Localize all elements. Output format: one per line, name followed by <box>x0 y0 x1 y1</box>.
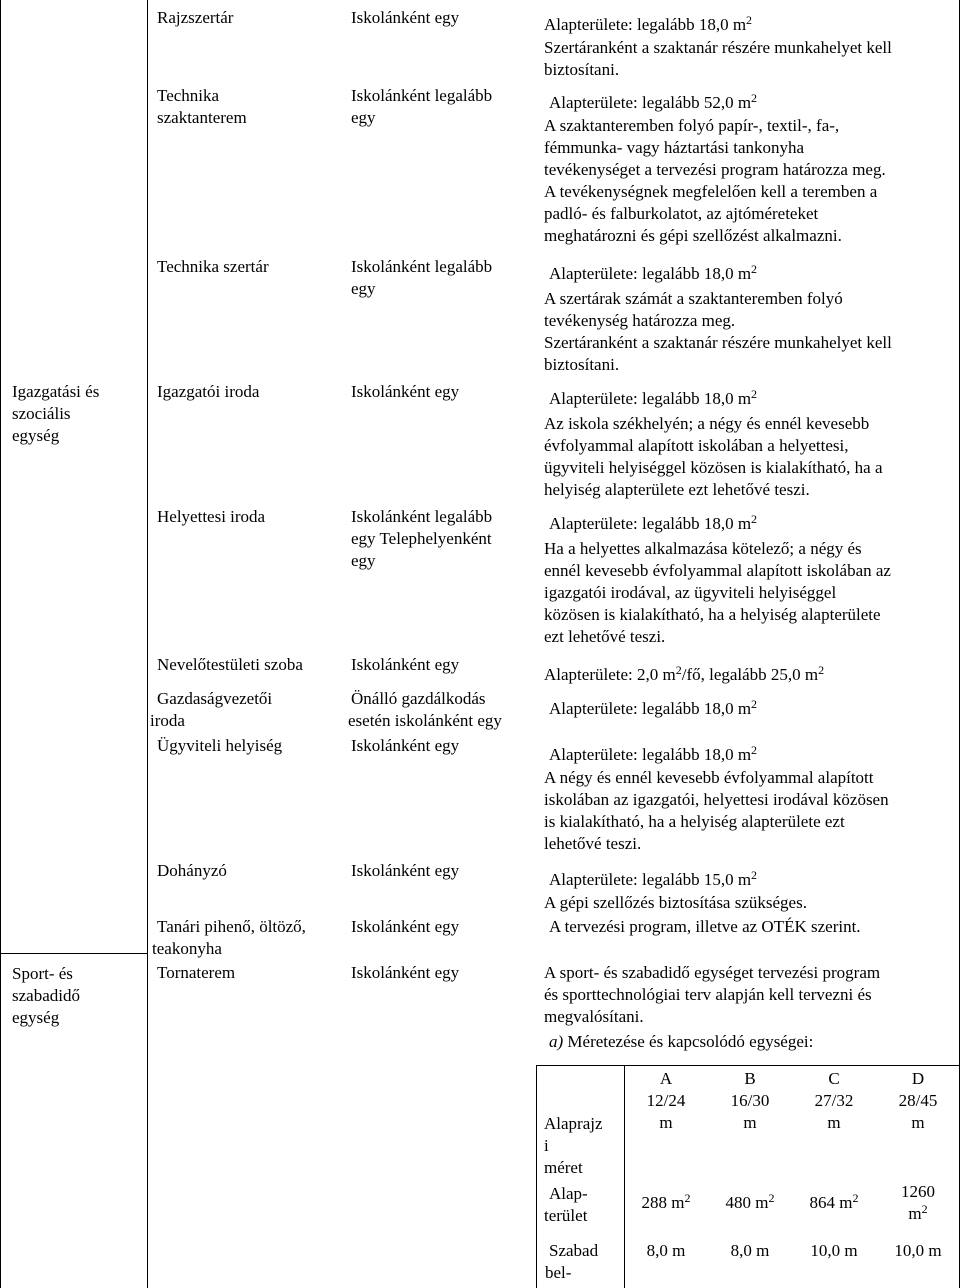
sizing-header-d: D <box>911 1069 925 1088</box>
row-count-technika-szertar: Iskolánként legalább egy <box>351 257 493 298</box>
sizing-header-a: A <box>659 1069 673 1088</box>
row-area-igazgatoi-iroda: Alapterülete: legalább 18,0 $m^2$ <box>549 387 758 408</box>
sizing-cell-a-szabad: 8,0 m <box>646 1241 686 1260</box>
row-count-tanari-piheno: Iskolánként egy <box>351 917 460 936</box>
row-name-dohanyzo: Dohányzó <box>157 861 227 880</box>
sizing-cell-d-alaprajzi: 28/45 m <box>898 1091 938 1132</box>
row-desc-dohanyzo: A gépi szellőzés biztosítása szükséges. <box>544 893 807 912</box>
sizing-header-b: B <box>744 1069 756 1088</box>
sizing-cell-d-szabad: 10,0 m <box>894 1241 942 1260</box>
sizing-cell-b-alapterulet: 480 $m^2$ <box>725 1191 775 1212</box>
sizing-label-szabad: Szabad bel- <box>545 1241 599 1282</box>
row-desc-technika-szaktanterem: A szaktanteremben folyó papír-, textil-, fa-, fémmunka- vagy háztartási tankonyha tevékenységet a tervezési program határozza meg. A tevékenységnek megfelelően kell a teremben a padló- és falburkolatot, az ajtóméreteket meghatározni és gépi szellőzést alkalmazni. <box>544 116 886 245</box>
row-count-gazdasagvezetoi: Önálló gazdálkodás esetén iskolánként egy <box>348 689 502 730</box>
group-sport-label: Sport- és szabadidő egység <box>12 964 80 1027</box>
row-desc-tanari-piheno: A tervezési program, illetve az OTÉK szerint. <box>549 917 861 936</box>
sizing-cell-b-szabad: 8,0 m <box>730 1241 770 1260</box>
sizing-cell-c-alapterulet: 864 $m^2$ <box>809 1191 859 1212</box>
sizing-label-alapterulet: Alap- terület <box>544 1184 588 1225</box>
sizing-header-c: C <box>828 1069 840 1088</box>
row-name-ugyviteli: Ügyviteli helyiség <box>157 736 283 755</box>
row-name-technika-szaktanterem: Technika szaktanterem <box>157 86 247 127</box>
row-count-dohanyzo: Iskolánként egy <box>351 861 460 880</box>
row-name-tanari-piheno: Tanári pihenő, öltöző, teakonyha <box>152 917 306 958</box>
row-desc-helyettesi-iroda: Ha a helyettes alkalmazása kötelező; a négy és ennél kevesebb évfolyammal alapított iskolában az igazgatói irodával, az ügyviteli helyiséggel közösen is kialakítható, ha a helyiség alapterülete ezt lehetővé teszi. <box>544 539 891 646</box>
row-count-helyettesi-iroda: Iskolánként legalább egy Telephelyenként egy <box>351 507 493 570</box>
row-desc-rajzszertar: Szertáranként a szaktanár részére munkahelyet kell biztosítani. <box>544 38 892 79</box>
row-area-technika-szaktanterem: Alapterülete: legalább 52,0 $m^2$ <box>549 91 758 112</box>
row-area-dohanyzo: Alapterülete: legalább 15,0 $m^2$ <box>549 868 758 889</box>
sizing-cell-a-alaprajzi: 12/24 m <box>646 1091 686 1132</box>
row-area-technika-szertar: Alapterülete: legalább 18,0 $m^2$ <box>549 262 758 283</box>
sizing-label-alaprajzi: Alaprajz i méret <box>544 1114 603 1177</box>
row-count-rajzszertar: Iskolánként egy <box>351 8 460 27</box>
row-count-tornaterem: Iskolánként egy <box>351 963 460 982</box>
sizing-cell-d-alapterulet: 1260 $m^2$ <box>901 1182 935 1223</box>
row-name-rajzszertar: Rajzszertár <box>157 8 234 27</box>
row-desc-tornaterem: A sport- és szabadidő egységet tervezési program és sporttechnológiai terv alapján kell tervezni és megvalósítani. <box>544 963 881 1026</box>
row-count-technika-szaktanterem: Iskolánként legalább egy <box>351 86 493 127</box>
row-desc-ugyviteli: A négy és ennél kevesebb évfolyammal alapított iskolában az igazgatói, helyettesi irodával közösen is kialakítható, ha a helyiség alapterülete ezt lehetővé teszi. <box>544 768 889 853</box>
group-igazgatasi-label: Igazgatási és szociális egység <box>12 382 100 445</box>
row-name-igazgatoi-iroda: Igazgatói iroda <box>157 382 260 401</box>
row-count-igazgatoi-iroda: Iskolánként egy <box>351 382 460 401</box>
group-divider <box>0 953 148 954</box>
row-area-gazdasagvezetoi: Alapterülete: legalább 18,0 $m^2$ <box>549 697 758 718</box>
sizing-cell-b-alaprajzi: 16/30 m <box>730 1091 770 1132</box>
tornaterem-sub-heading: a) Méretezése és kapcsolódó egységei: <box>549 1032 814 1051</box>
row-name-gazdasagvezetoi: Gazdaságvezetői iroda <box>150 689 273 730</box>
row-count-nevelotestuleti: Iskolánként egy <box>351 655 460 674</box>
row-desc-technika-szertar: A szertárak számát a szaktanteremben folyó tevékenység határozza meg. Szertáranként a szaktanár részére munkahelyet kell biztosítani. <box>544 289 892 374</box>
sub-heading-marker: a) <box>549 1032 564 1051</box>
table-border-col1 <box>147 0 148 1288</box>
row-count-ugyviteli: Iskolánként egy <box>351 736 460 755</box>
sizing-table-top <box>536 1065 960 1066</box>
row-name-technika-szertar: Technika szertár <box>157 257 269 276</box>
row-name-helyettesi-iroda: Helyettesi iroda <box>157 507 266 526</box>
sizing-cell-c-szabad: 10,0 m <box>810 1241 858 1260</box>
sizing-cell-a-alapterulet: 288 $m^2$ <box>641 1191 691 1212</box>
table-border-left <box>0 0 1 1288</box>
row-name-tornaterem: Tornaterem <box>157 963 236 982</box>
sizing-cell-c-alaprajzi: 27/32 m <box>814 1091 854 1132</box>
row-area-ugyviteli: Alapterülete: legalább 18,0 $m^2$ <box>549 743 758 764</box>
row-area-rajzszertar: Alapterülete: legalább 18,0 $m^2$ <box>544 13 753 34</box>
row-name-nevelotestuleti: Nevelőtestületi szoba <box>157 655 303 674</box>
row-area-helyettesi-iroda: Alapterülete: legalább 18,0 $m^2$ <box>549 512 758 533</box>
sizing-table-left <box>536 1065 537 1288</box>
row-desc-igazgatoi-iroda: Az iskola székhelyén; a négy és ennél kevesebb évfolyammal alapított iskolában a helyettesi, ügyviteli helyiséggel közösen is kialakítható, ha a helyiség alapterülete ezt lehetővé teszi. <box>544 414 883 499</box>
row-area-nevelotestuleti: Alapterülete: 2,0 $m^2/fő$, legalább 25,0 $m^2$ <box>544 663 825 684</box>
